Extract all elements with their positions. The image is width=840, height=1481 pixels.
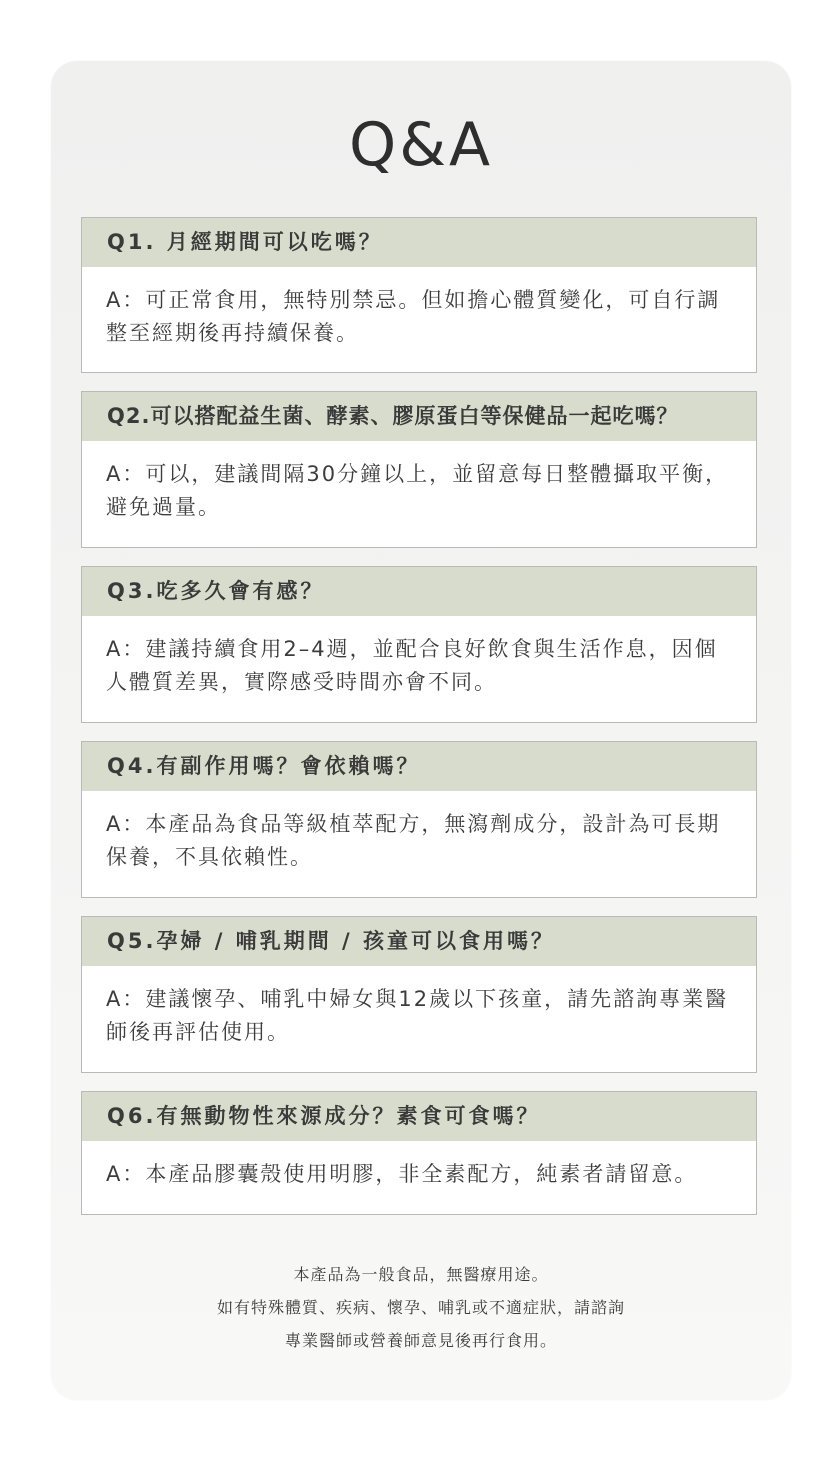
qa-item-3 bbox=[81, 566, 757, 723]
answer-5: A：建議懷孕、哺乳中婦女與12歲以下孩童，請先諮詢專業醫師後再評估使用。 bbox=[106, 987, 729, 1044]
answer-6: A：本產品膠囊殼使用明膠，非全素配方，純素者請留意。 bbox=[106, 1162, 698, 1186]
question-4: Q4.有副作用嗎？會依賴嗎？ bbox=[82, 742, 756, 791]
answer-2: A：可以，建議間隔30分鐘以上，並留意每日整體攝取平衡，避免過量。 bbox=[106, 462, 729, 519]
answer-1: A：可正常食用，無特別禁忌。但如擔心體質變化，可自行調整至經期後再持續保養。 bbox=[106, 288, 721, 345]
disclaimer-line-2: 如有特殊體質、疾病、懷孕、哺乳或不適症狀，請諮詢 bbox=[216, 1298, 625, 1317]
question-6: Q6.有無動物性來源成分？素食可食嗎？ bbox=[82, 1092, 756, 1141]
answer-3: A：建議持續食用2–4週，並配合良好飲食與生活作息，因個人體質差異，實際感受時間亦會不同。 bbox=[106, 637, 718, 694]
answer-4: A：本產品為食品等級植萃配方，無瀉劑成分，設計為可長期保養，不具依賴性。 bbox=[106, 812, 721, 869]
disclaimer-line-1: 本產品為一般食品，無醫療用途。 bbox=[293, 1265, 549, 1284]
qa-item-4 bbox=[81, 741, 757, 898]
qa-item-6 bbox=[81, 1091, 757, 1215]
page-title: Q&A bbox=[348, 110, 494, 180]
qa-item-2 bbox=[81, 391, 757, 548]
disclaimer bbox=[51, 1258, 791, 1357]
disclaimer-line-3: 專業醫師或營養師意見後再行食用。 bbox=[284, 1331, 557, 1350]
question-1: Q1. 月經期間可以吃嗎？ bbox=[82, 218, 756, 267]
question-5: Q5.孕婦 / 哺乳期間 / 孩童可以食用嗎？ bbox=[82, 917, 756, 966]
qa-item-1 bbox=[81, 217, 757, 373]
qa-item-5 bbox=[81, 916, 757, 1073]
question-3: Q3.吃多久會有感？ bbox=[82, 567, 756, 616]
question-2: Q2.可以搭配益生菌、酵素、膠原蛋白等保健品一起吃嗎？ bbox=[82, 392, 756, 441]
qa-card bbox=[51, 61, 791, 1400]
